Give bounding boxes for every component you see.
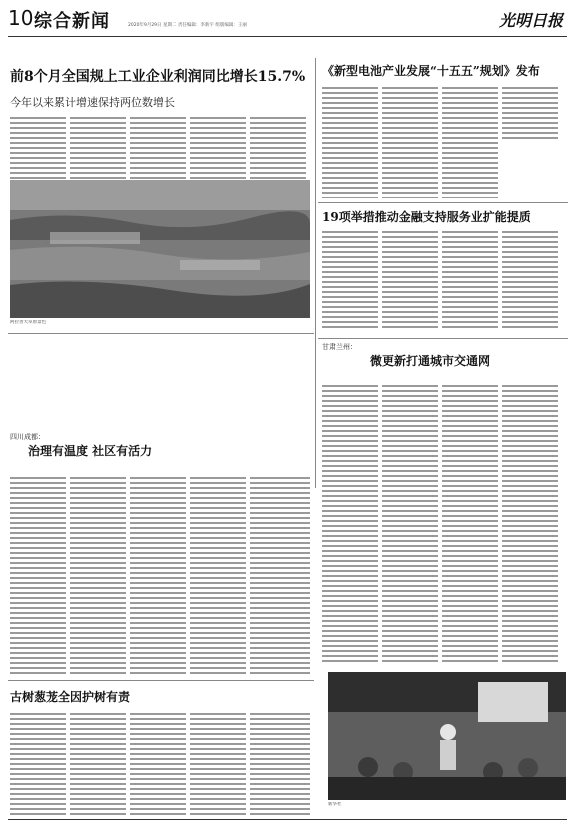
article1-subtitle: 今年以来累计增速保持两位数增长	[10, 96, 175, 109]
article6-col3	[130, 712, 186, 817]
landscape-photo-caption: 阿拉善大草原景色	[10, 320, 46, 325]
article4-col3	[442, 384, 498, 664]
article6-col1	[10, 712, 66, 817]
article5-col1	[10, 476, 66, 676]
article5-kicker: 四川成都：	[10, 433, 45, 441]
classroom-photo-caption: 新华社	[328, 802, 342, 807]
article4-col2	[382, 384, 438, 664]
classroom-photo	[328, 672, 566, 800]
article6-col5	[250, 712, 310, 817]
article5-col3	[130, 476, 186, 676]
article2-col3	[442, 86, 498, 198]
article5-title: 治理有温度 社区有活力	[28, 444, 153, 458]
article2-title: 《新型电池产业发展“十五五”规划》发布	[322, 64, 540, 78]
article6-col2	[70, 712, 126, 817]
masthead	[8, 6, 567, 34]
article1-col4	[190, 116, 246, 180]
landscape-photo	[10, 180, 310, 318]
page-number: 10	[8, 6, 34, 30]
masthead-meta: 2020年9月29日 星期二 责任编辑：李新宇 组版编辑：王丽	[128, 23, 247, 28]
section-title: 综合新闻	[34, 11, 110, 32]
divider-3	[318, 338, 568, 339]
article1-col5	[250, 116, 306, 188]
divider-4	[8, 680, 314, 681]
article6-title: 古树葱茏全因护树有责	[10, 690, 131, 704]
article4-title: 微更新打通城市交通网	[370, 354, 491, 368]
article1-title: 前8个月全国规上工业企业利润同比增长15.7%	[10, 69, 306, 85]
article4-kicker: 甘肃兰州：	[322, 343, 357, 351]
left-vertical-rule	[315, 58, 316, 488]
article3-col1	[322, 230, 378, 330]
divider-2	[318, 202, 568, 203]
article5-col2	[70, 476, 126, 676]
newspaper-logo: 光明日报	[498, 11, 563, 30]
article5-col5	[250, 476, 310, 676]
divider-1	[8, 333, 314, 334]
article3-col4	[502, 230, 558, 330]
classroom-illustration	[328, 672, 566, 800]
article4-col1	[322, 384, 378, 664]
article2-col4	[502, 86, 558, 142]
article3-col3	[442, 230, 498, 330]
article3-title: 19项举措推动金融支持服务业扩能提质	[322, 210, 531, 224]
article2-col1	[322, 86, 378, 198]
article5-col4	[190, 476, 246, 676]
article3-col2	[382, 230, 438, 330]
footer-rule	[8, 819, 567, 820]
article4-col4	[502, 384, 558, 664]
article2-col2	[382, 86, 438, 198]
article6-col4	[190, 712, 246, 817]
masthead-rule	[8, 36, 567, 37]
landscape-illustration	[10, 180, 310, 318]
